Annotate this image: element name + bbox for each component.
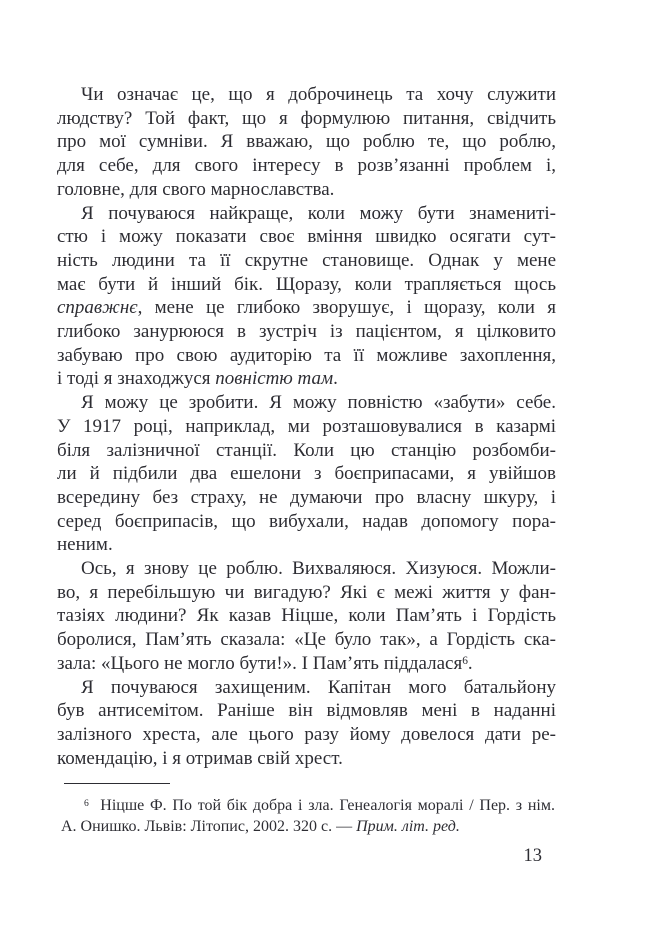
paragraph (57, 557, 556, 676)
text-segment: . (333, 368, 338, 390)
text-line (57, 462, 556, 486)
text-line (61, 817, 555, 838)
text-segment: неним. (57, 534, 113, 556)
footnote-separator (64, 783, 170, 784)
text-segment: головне, для свого марнославства. (57, 178, 335, 200)
text-line (57, 273, 556, 297)
text-line (57, 130, 556, 154)
text-segment: Я почуваюся захищеним. Капітан мого батальйону (81, 676, 556, 698)
text-segment: біля залізничної станції. Коли цю станцію розбомби- (57, 439, 556, 461)
text-segment: Чи означає це, що я доброчинець та хочу служити (81, 84, 556, 105)
text-line (57, 320, 556, 344)
text-segment: має бути й інший бік. Щоразу, коли трапляється щось (57, 273, 556, 295)
text-line (57, 344, 556, 368)
text-segment: був антисемітом. Раніше він відмовляв мені в наданні (57, 700, 556, 722)
text-segment: залізного хреста, але цього разу йому довелося дати ре- (57, 723, 556, 745)
text-segment: справжнє (57, 297, 138, 319)
text-line (57, 225, 556, 249)
text-line (57, 154, 556, 178)
footnote-reference: 6 (462, 654, 468, 667)
text-segment: У 1917 році, наприклад, ми розташовувалися в казармі (57, 415, 556, 437)
text-line (57, 83, 556, 107)
text-line (57, 296, 556, 320)
text-segment: ність людини та її скрутне становище. Однак у мене (57, 249, 556, 271)
text-line (57, 486, 556, 510)
text-segment: ли й підбили два ешелони з боєприпасами, я увійшов (57, 463, 556, 485)
text-line (57, 107, 556, 131)
paragraph (57, 83, 556, 202)
text-segment: , мене це глибоко зворушує, і щоразу, коли я (137, 297, 556, 319)
text-line (61, 796, 555, 817)
text-line (57, 533, 556, 557)
text-line (57, 581, 556, 605)
text-line (57, 391, 556, 415)
text-line (57, 367, 556, 391)
text-line (57, 415, 556, 439)
text-segment: А. Онишко. Львів: Літопис, 2002. 320 с. — (61, 817, 357, 835)
text-segment: людству? Той факт, що я формулюю питання, свідчить (57, 107, 556, 129)
page-number: 13 (523, 846, 542, 866)
text-line (57, 699, 556, 723)
text-segment: всередину без страху, не думаючи про власну шкуру, і (57, 486, 556, 508)
text-line (57, 178, 556, 202)
text-line (57, 557, 556, 581)
text-segment: забуваю про свою аудиторію та її можливе захоплення, (57, 344, 556, 366)
text-segment: Прим. літ. ред. (356, 817, 460, 835)
text-line (57, 723, 556, 747)
text-line (57, 676, 556, 700)
text-segment: боролися, Пам’ять сказала: «Це було так», а Гордість ска- (57, 629, 556, 651)
paragraph (57, 202, 556, 392)
paragraph (57, 391, 556, 557)
text-segment: зала: «Цього не могло бути!». І Пам’ять піддалася (57, 652, 463, 674)
text-line (57, 652, 556, 676)
text-segment: і тоді я знаходжуся (57, 368, 216, 390)
text-segment: комендацію, і я отримав свій хрест. (57, 747, 343, 769)
body-text (57, 83, 556, 770)
text-segment: про мої сумніви. Я вважаю, що роблю те, що роблю, (57, 131, 556, 153)
text-line (57, 628, 556, 652)
text-line (57, 439, 556, 463)
text-line (57, 249, 556, 273)
text-segment: глибоко занурююся в зустріч із пацієнтом, я цілковито (57, 321, 556, 343)
text-segment: для себе, для свого інтересу в розв’язанні проблем і, (57, 155, 556, 177)
text-segment: Я почуваюся найкраще, коли можу бути знамениті- (81, 202, 556, 224)
text-line (57, 202, 556, 226)
text-segment: Я можу це зробити. Я можу повністю «забути» себе. (81, 392, 556, 414)
text-line (57, 604, 556, 628)
paragraph (57, 676, 556, 771)
text-segment: . (467, 652, 473, 674)
text-segment: Ніцше Ф. По той бік добра і зла. Генеалогія моралі / Пер. з нім. (88, 797, 555, 814)
text-line (57, 747, 556, 771)
text-segment: стю і можу показати своє вміння швидко осягати сут- (57, 226, 556, 248)
text-line (57, 510, 556, 534)
footnote-text (61, 796, 555, 837)
text-segment: Ось, я знову це роблю. Вихваляюся. Хизуюся. Можли- (81, 558, 556, 580)
text-segment: повністю там (215, 368, 334, 390)
text-segment: тазіях людини? Як казав Ніцше, коли Пам’ять і Гордість (57, 605, 556, 627)
text-segment: во, я перебільшую чи вигадую? Які є межі життя у фан- (57, 581, 556, 603)
text-segment: серед боєприпасів, що вибухали, надав допомогу пора- (57, 510, 556, 532)
footnote-reference: 6 (84, 797, 89, 809)
